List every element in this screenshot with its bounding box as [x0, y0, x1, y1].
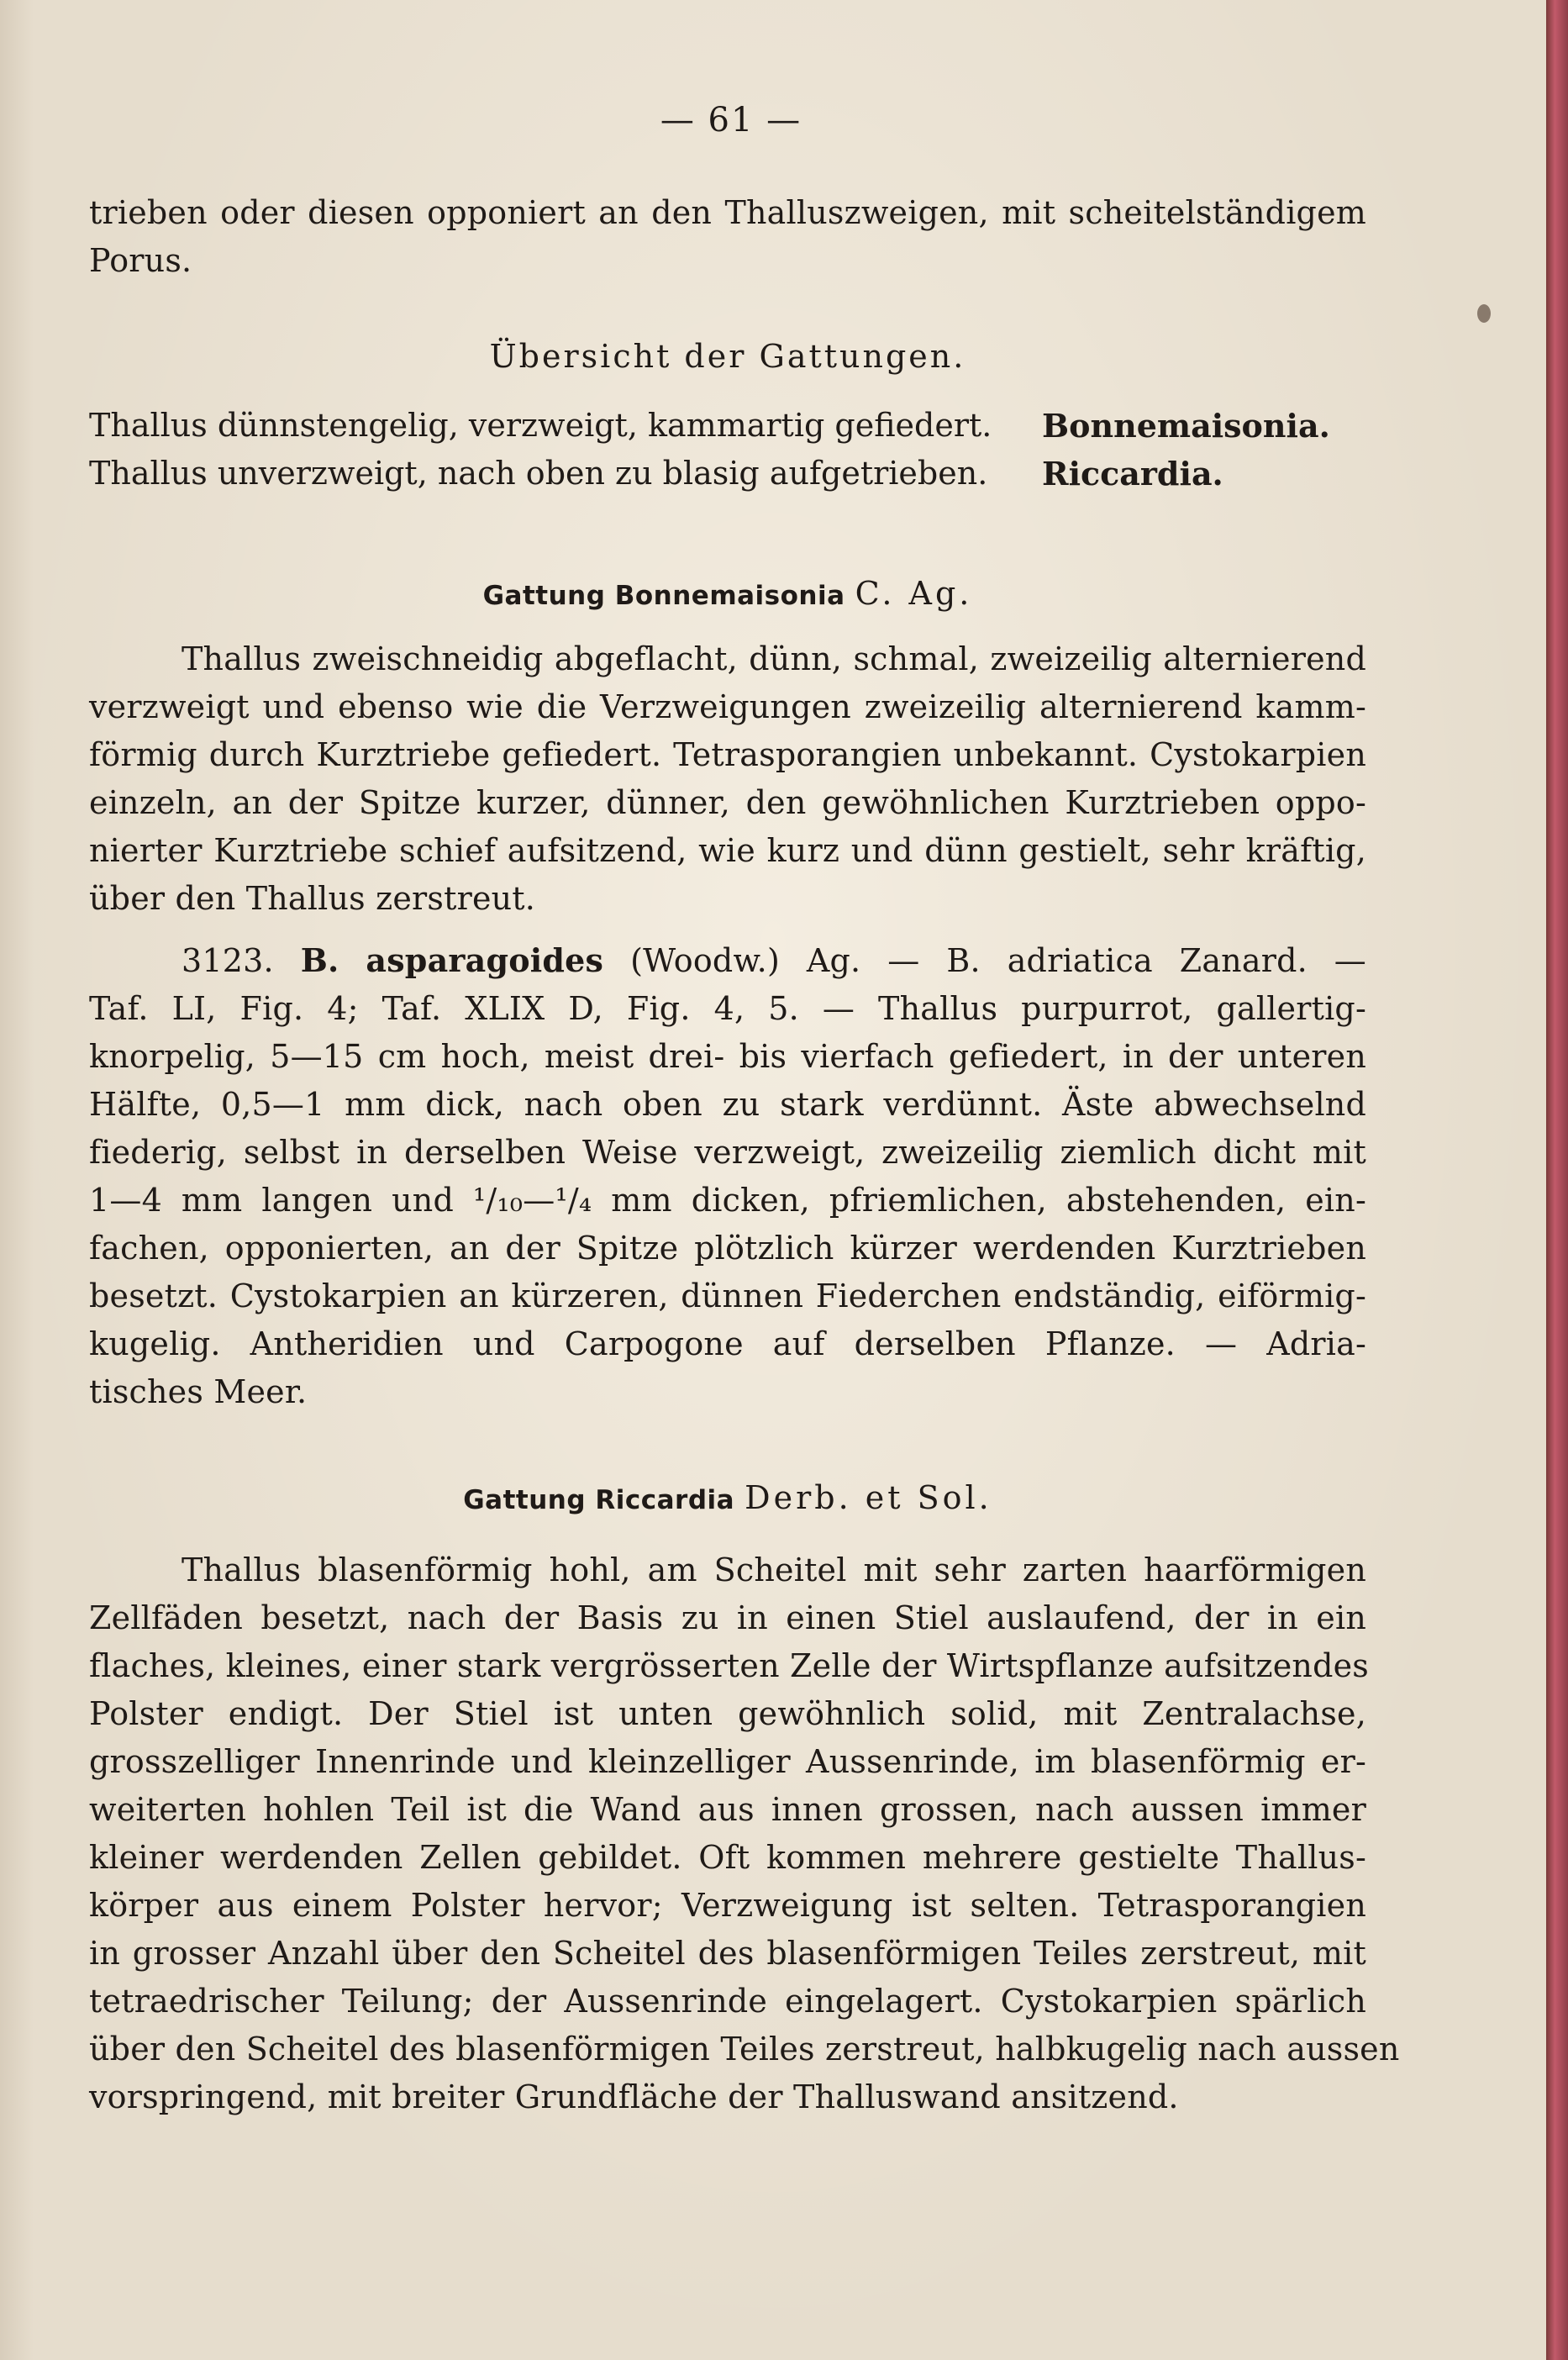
- text-line: tetraedrischer Teilung; der Aussenrinde eingelagert. Cystokarpien spärlich: [89, 1983, 1366, 2020]
- key-genus: Bonnemaisonia.: [1042, 407, 1330, 445]
- genus-heading-author: C. Ag.: [855, 575, 973, 612]
- text-line: knorpelig, 5—15 cm hoch, meist drei- bis vierfach gefiedert, in der unteren: [89, 1038, 1366, 1075]
- species-synonyms: (Woodw.) Ag. — B. adriatica Zanard. —: [630, 942, 1366, 979]
- text-line: fiederig, selbst in derselben Weise verzweigt, zweizeilig ziemlich dicht mit: [89, 1134, 1366, 1171]
- text-line: über den Thallus zerstreut.: [89, 880, 536, 917]
- species-number: 3123.: [182, 942, 274, 979]
- page-edge: [1546, 0, 1568, 2360]
- text-line: über den Scheitel des blasenförmigen Teiles zerstreut, halbkugelig nach aussen: [89, 2031, 1400, 2068]
- text-line: kugelig. Antheridien und Carpogone auf derselben Pflanze. — Adria-: [89, 1325, 1366, 1362]
- key-row: [89, 450, 1366, 498]
- intro-paragraph: [89, 189, 1366, 285]
- text-line: förmig durch Kurztriebe gefiedert. Tetrasporangien unbekannt. Cystokarpien: [89, 736, 1366, 773]
- species-name: asparagoides: [366, 941, 604, 979]
- text-line: Hälfte, 0,5—1 mm dick, nach oben zu stark verdünnt. Äste abwechselnd: [89, 1086, 1366, 1123]
- text-line: Thallus blasenförmig hohl, am Scheitel mit sehr zarten haarförmigen: [182, 1551, 1366, 1588]
- text-line: Polster endigt. Der Stiel ist unten gewöhnlich solid, mit Zentralachse,: [89, 1695, 1366, 1732]
- text-line: weiterten hohlen Teil ist die Wand aus innen grossen, nach aussen immer: [89, 1791, 1366, 1828]
- text-line: einzeln, an der Spitze kurzer, dünner, den gewöhnlichen Kurztrieben oppo-: [89, 784, 1366, 821]
- overview-title: Übersicht der Gattungen.: [489, 338, 966, 375]
- key-genus: Riccardia.: [1042, 455, 1223, 493]
- text-line: Thallus zweischneidig abgeflacht, dünn, schmal, zweizeilig alternierend: [182, 640, 1366, 677]
- text-line: körper aus einem Polster hervor; Verzweigung ist selten. Tetrasporangien: [89, 1887, 1366, 1924]
- text-line: nierter Kurztriebe schief aufsitzend, wie kurz und dünn gestielt, sehr kräftig,: [89, 832, 1366, 869]
- riccardia-description: [89, 1546, 1400, 2121]
- text-line: flaches, kleines, einer stark vergrösserten Zelle der Wirtspflanze aufsitzendes: [89, 1647, 1369, 1684]
- text-line: verzweigt und ebenso wie die Verzweigungen zweizeilig alternierend kamm-: [89, 688, 1366, 725]
- text-line: 1—4 mm langen und ¹/₁₀—¹/₄ mm dicken, pfriemlichen, abstehenden, ein-: [89, 1182, 1366, 1219]
- text-line: kleiner werdenden Zellen gebildet. Oft kommen mehrere gestielte Thallus-: [89, 1839, 1366, 1876]
- text-line: vorspringend, mit breiter Grundfläche der Thalluswand ansitzend.: [89, 2078, 1179, 2115]
- text-line: in grosser Anzahl über den Scheitel des blasenförmigen Teiles zerstreut, mit: [89, 1935, 1366, 1972]
- page-number: — 61 —: [660, 101, 802, 140]
- text-line: besetzt. Cystokarpien an kürzeren, dünnen Fiederchen endständig, eiförmig-: [89, 1277, 1366, 1314]
- key-description: Thallus unverzweigt, nach oben zu blasig aufgetrieben.: [89, 455, 988, 492]
- species-first-line: [89, 936, 1366, 985]
- genus-heading-riccardia: [89, 1479, 1366, 1516]
- bonnemaisonia-description: [89, 635, 1366, 923]
- species-genus-abbr: B.: [300, 941, 339, 979]
- text-line: Porus.: [89, 242, 192, 279]
- text-line: trieben oder diesen opponiert an den Thalluszweigen, mit scheitelständigem: [89, 194, 1366, 231]
- genus-heading-label: Gattung Riccardia: [463, 1485, 735, 1515]
- ink-spot: [1477, 304, 1491, 323]
- text-line: Zellfäden besetzt, nach der Basis zu in einen Stiel auslaufend, der in ein: [89, 1599, 1366, 1636]
- text-line: fachen, opponierten, an der Spitze plötzlich kürzer werdenden Kurztrieben: [89, 1230, 1366, 1267]
- key-row: [89, 402, 1366, 450]
- species-entry: [89, 936, 1366, 1416]
- text-line: tisches Meer.: [89, 1373, 308, 1410]
- genus-heading-author: Derb. et Sol.: [745, 1479, 992, 1516]
- genus-heading-bonnemaisonia: [89, 575, 1366, 612]
- genus-heading-label: Gattung Bonnemaisonia: [482, 581, 845, 611]
- key-description: Thallus dünnstengelig, verzweigt, kammartig gefiedert.: [89, 407, 992, 444]
- text-line: Taf. LI, Fig. 4; Taf. XLIX D, Fig. 4, 5. — Thallus purpurrot, gallertig-: [89, 990, 1366, 1027]
- text-line: grosszelliger Innenrinde und kleinzelliger Aussenrinde, im blasenförmig er-: [89, 1743, 1366, 1780]
